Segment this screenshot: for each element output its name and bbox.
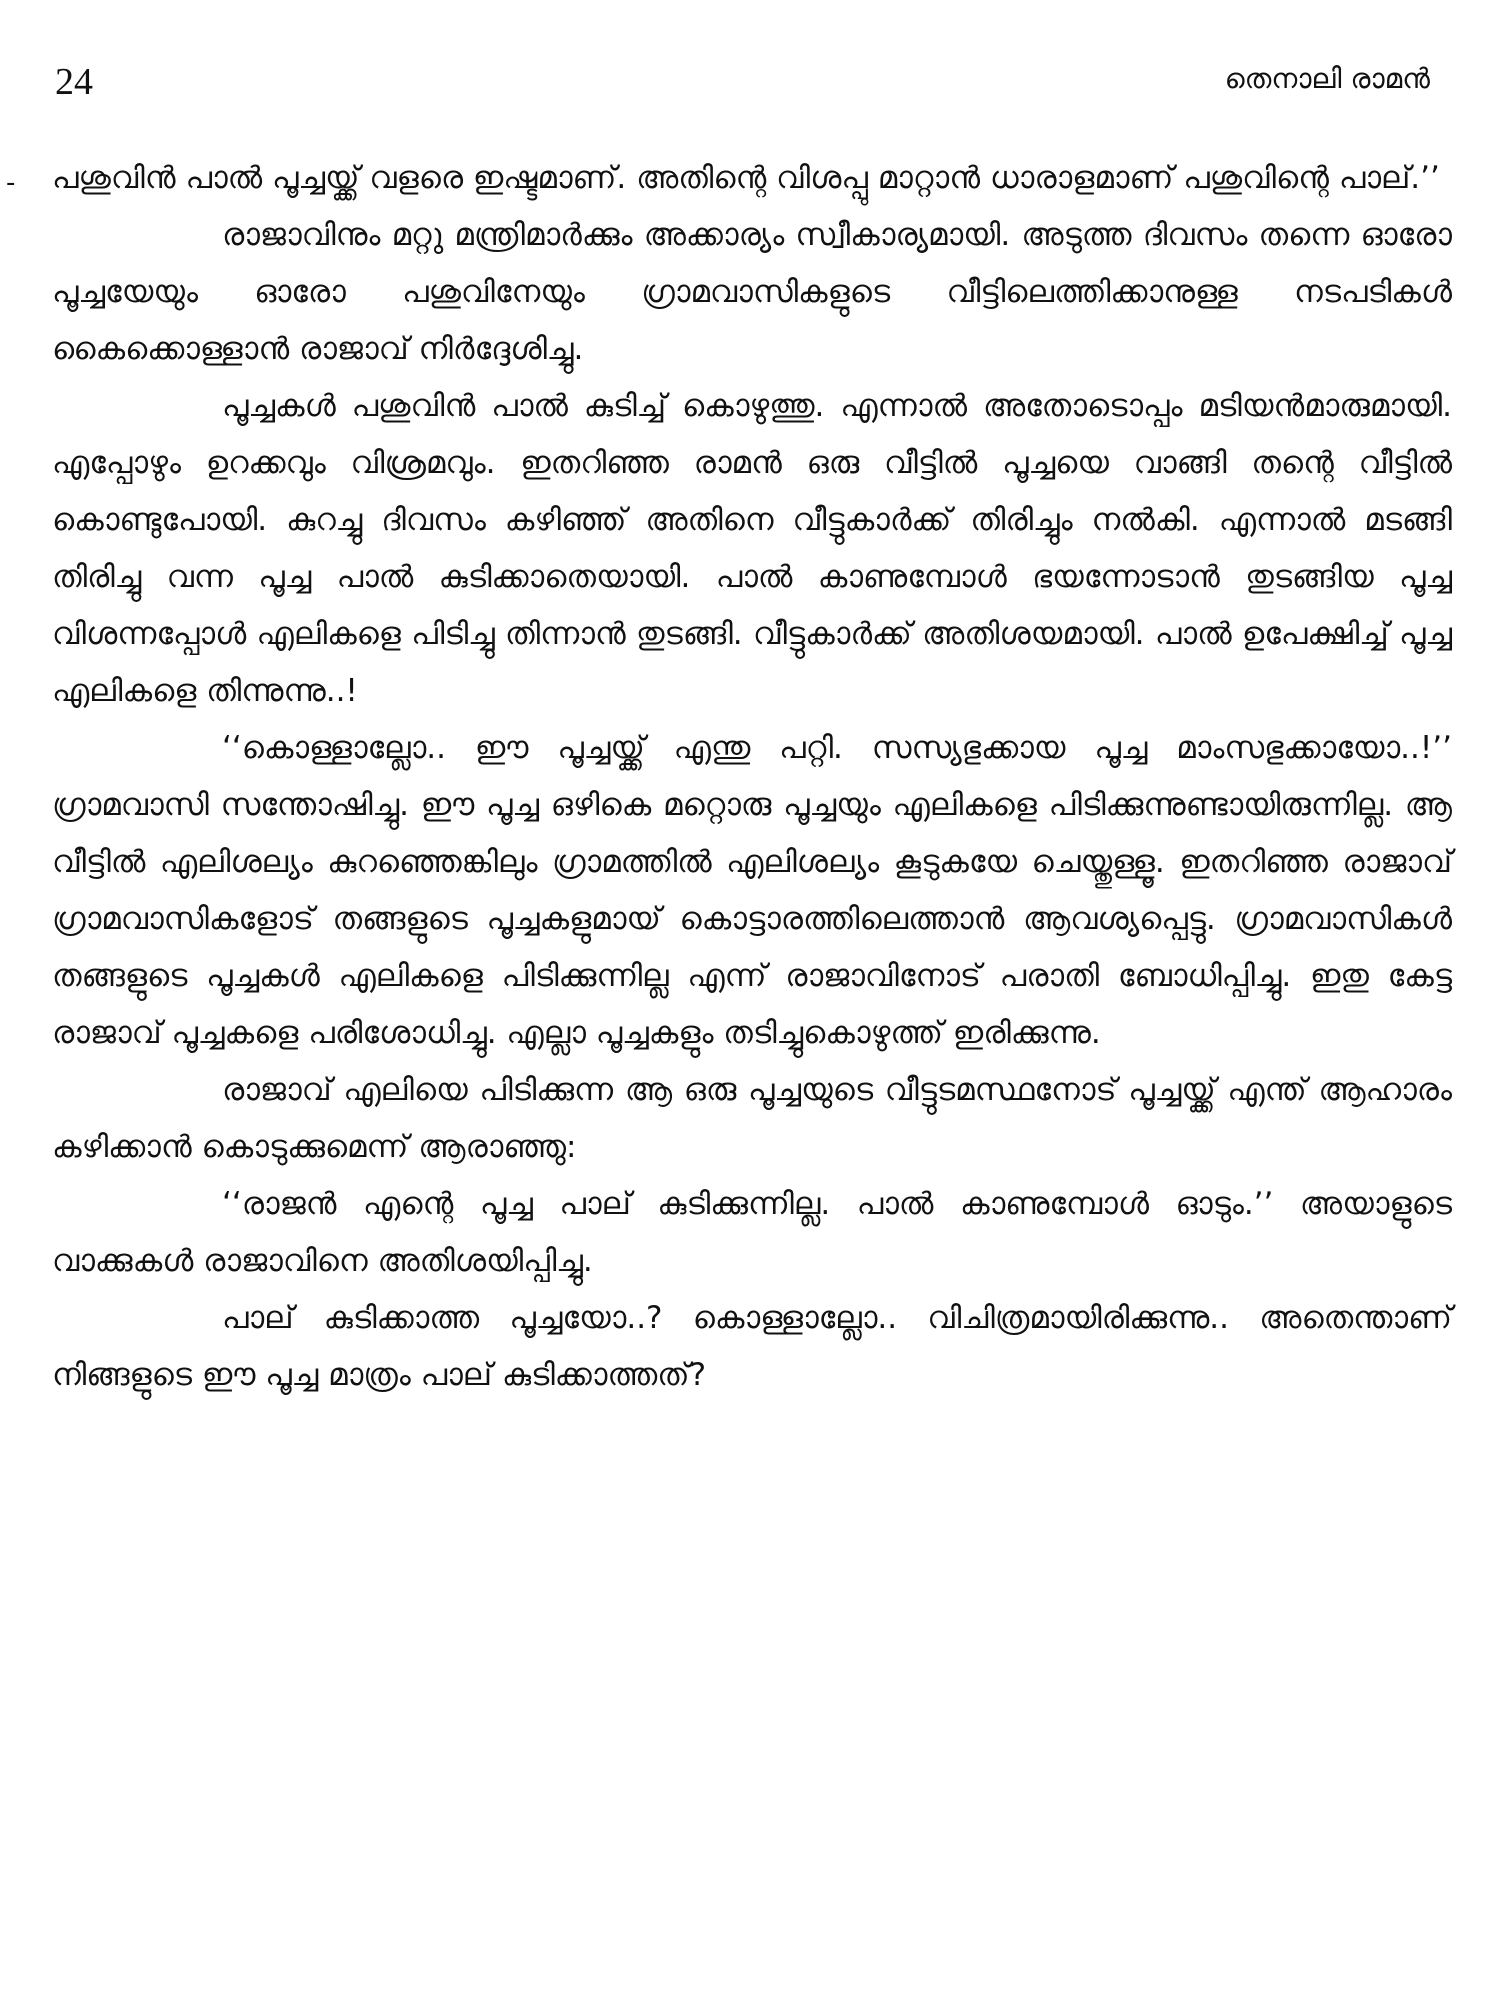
- running-title: തെനാലി രാമൻ: [1224, 62, 1430, 95]
- paragraph-2: രാജാവിനും മറ്റു മന്ത്രിമാർക്കും അക്കാര്യം സ്വീകാര്യമായി. അടുത്ത ദിവസം തന്നെ ഓരോ പൂച്ചയേയും ഓരോ പശുവിനേയും ഗ്രാമവാസികളുടെ വീട്ടിലെത്തിക്കാനുള്ള നടപടികൾ കൈക്കൊള്ളാൻ രാജാവ് നിർദ്ദേശിച്ചു.: [52, 217, 1452, 367]
- paragraph-6: ‘‘രാജൻ എന്റെ പൂച്ച പാല് കുടിക്കുന്നില്ല. പാൽ കാണുമ്പോൾ ഓടും.’’ അയാളുടെ വാക്കുകൾ രാജാവിനെ അതിശയിപ്പിച്ചു.: [52, 1186, 1452, 1279]
- page-number: 24: [55, 61, 93, 103]
- paragraph-4: ‘‘കൊള്ളാല്ലോ.. ഈ പൂച്ചയ്ക്ക് എന്തു പറ്റി. സസ്യഭുക്കായ പൂച്ച മാംസഭുക്കായോ..!’’ ഗ്രാമവാസി സന്തോഷിച്ചു. ഈ പൂച്ച ഒഴികെ മറ്റൊരു പൂച്ചയും എലികളെ പിടിക്കുന്നുണ്ടായിരുന്നില്ല. ആ വീട്ടിൽ എലിശല്യം കുറഞ്ഞെങ്കിലും ഗ്രാമത്തിൽ എലിശല്യം കൂടുകയേ ചെയ്തുള്ളൂ. ഇതറിഞ്ഞ രാജാവ് ഗ്രാമവാസികളോട് തങ്ങളുടെ പൂച്ചകളുമായ് കൊട്ടാരത്തിലെത്താൻ ആവശ്യപ്പെട്ടു. ഗ്രാമവാസികൾ തങ്ങളുടെ പൂച്ചകൾ എലികളെ പിടിക്കുന്നില്ല എന്ന് രാജാവിനോട് പരാതി ബോധിപ്പിച്ചു. ഇതു കേട്ട രാജാവ് പൂച്ചകളെ പരിശോധിച്ചു. എല്ലാ പൂച്ചകളും തടിച്ചുകൊഴുത്ത് ഇരിക്കുന്നു.: [52, 730, 1452, 1051]
- paragraph-7: പാല് കുടിക്കാത്ത പൂച്ചയോ..? കൊള്ളാല്ലോ.. വിചിത്രമായിരിക്കുന്നു.. അതെന്താണ് നിങ്ങളുടെ ഈ പൂച്ച മാത്രം പാല് കുടിക്കാത്തത്?: [52, 1300, 1452, 1393]
- paragraph-3: പൂച്ചകൾ പശുവിൻ പാൽ കുടിച്ച് കൊഴുത്തു. എന്നാൽ അതോടൊപ്പം മടിയൻമാരുമായി. എപ്പോഴും ഉറക്കവും വിശ്രമവും. ഇതറിഞ്ഞ രാമൻ ഒരു വീട്ടിൽ പൂച്ചയെ വാങ്ങി തന്റെ വീട്ടിൽ കൊണ്ടുപോയി. കുറച്ചു ദിവസം കഴിഞ്ഞ് അതിനെ വീട്ടുകാർക്ക് തിരിച്ചും നൽകി. എന്നാൽ മടങ്ങി തിരിച്ചു വന്ന പൂച്ച പാൽ കുടിക്കാതെയായി. പാൽ കാണുമ്പോൾ ഭയന്നോടാൻ തുടങ്ങിയ പൂച്ച വിശന്നപ്പോൾ എലികളെ പിടിച്ചു തിന്നാൻ തുടങ്ങി. വീട്ടുകാർക്ക് അതിശയമായി. പാൽ ഉപേക്ഷിച്ച് പൂച്ച എലികളെ തിന്നുന്നു..!: [52, 388, 1452, 709]
- body-text: [52, 150, 1452, 1404]
- margin-mark: -: [6, 168, 16, 198]
- paragraph-5: രാജാവ് എലിയെ പിടിക്കുന്ന ആ ഒരു പൂച്ചയുടെ വീട്ടുടമസ്ഥനോട് പൂച്ചയ്ക്ക് എന്ത് ആഹാരം കഴിക്കാൻ കൊടുക്കുമെന്ന് ആരാഞ്ഞു:: [52, 1072, 1452, 1165]
- paragraph-1: പശുവിൻ പാൽ പൂച്ചയ്ക്ക് വളരെ ഇഷ്ടമാണ്. അതിന്റെ വിശപ്പു മാറ്റാൻ ധാരാളമാണ് പശുവിന്റെ പാല്.’’: [52, 160, 1440, 196]
